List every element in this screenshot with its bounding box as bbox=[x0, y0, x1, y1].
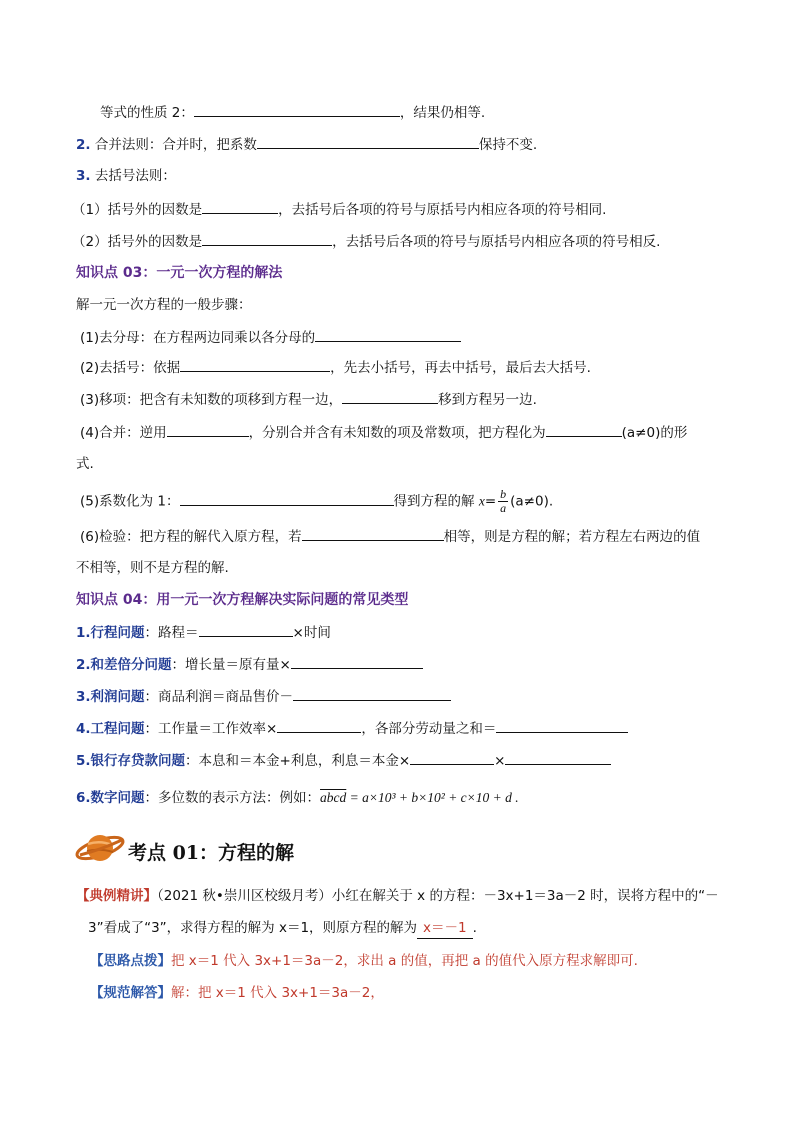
hint-tag: 【思路点拨】 bbox=[90, 953, 171, 969]
step6-prefix: (6)检验：把方程的解代入原方程，若 bbox=[80, 529, 302, 545]
step5-fraction bbox=[498, 488, 508, 515]
type3-text: ：商品利润＝商品售价－ bbox=[144, 689, 294, 705]
step4-cont: 式. bbox=[76, 456, 94, 472]
planet-icon bbox=[74, 828, 126, 868]
rule1-suffix: ，去括号后各项的符号与原括号内相应各项的符号相同. bbox=[278, 202, 607, 218]
step5-eq: = bbox=[484, 493, 497, 510]
type4 bbox=[76, 718, 628, 739]
blank bbox=[257, 134, 479, 149]
blank bbox=[202, 231, 332, 246]
step5-mid: 得到方程的解 bbox=[393, 493, 475, 510]
rule1-prefix: （1）括号外的因数是 bbox=[72, 202, 203, 218]
blank bbox=[505, 750, 611, 765]
example-answer: x＝－1 bbox=[417, 918, 473, 939]
steps-intro: 解一元一次方程的一般步骤： bbox=[76, 297, 252, 313]
step2-prefix: (2)去括号：依据 bbox=[80, 360, 181, 376]
type1-label: 1.行程问题 bbox=[76, 625, 145, 641]
solution-line bbox=[90, 983, 384, 1003]
blank bbox=[180, 491, 394, 506]
blank bbox=[410, 750, 494, 765]
kaodian-title: 考点 01：方程的解 bbox=[128, 842, 295, 864]
step5-prefix: (5)系数化为 1： bbox=[80, 493, 180, 510]
step6-suffix: 相等，则是方程的解；若方程左右两边的值 bbox=[443, 529, 701, 545]
fraction-denominator: a bbox=[500, 501, 507, 515]
blank bbox=[315, 327, 461, 342]
step1-text: (1)去分母：在方程两边同乘以各分母的 bbox=[80, 330, 316, 346]
number-formula: = a×10³ + b×10² + c×10 + d . bbox=[346, 790, 519, 805]
fraction-numerator: b bbox=[500, 487, 507, 501]
eq-property2-line bbox=[100, 102, 485, 123]
type2-text: ：增长量＝原有量× bbox=[171, 657, 291, 673]
step4-prefix: (4)合并：逆用 bbox=[80, 425, 167, 441]
type4-mid: ，各部分劳动量之和＝ bbox=[361, 721, 497, 737]
step3-suffix: 移到方程另一边. bbox=[438, 392, 537, 408]
bracket-rule1 bbox=[72, 199, 606, 220]
bracket-title: 去括号法则： bbox=[94, 168, 176, 184]
eq-property2-suffix: ，结果仍相等. bbox=[399, 105, 486, 121]
bracket-title-line bbox=[76, 166, 176, 186]
type6 bbox=[76, 788, 519, 808]
type5-mid: × bbox=[494, 753, 506, 769]
blank bbox=[342, 389, 438, 404]
example-text1: 小红在解关于 x 的方程：－3x+1＝3a－2 时，误将方程中的“－ bbox=[331, 888, 719, 904]
bracket-rule2 bbox=[72, 231, 660, 252]
type4-text: ：工作量＝工作效率× bbox=[144, 721, 278, 737]
merge-suffix: 保持不变. bbox=[478, 137, 538, 153]
hint-line bbox=[90, 951, 638, 971]
blank bbox=[496, 718, 628, 733]
type1-suffix: ×时间 bbox=[292, 625, 331, 641]
step4-suffix: (a≠0)的形 bbox=[621, 425, 688, 441]
type2 bbox=[76, 654, 423, 675]
merge-text: 合并法则：合并时，把系数 bbox=[94, 137, 257, 153]
abcd-overline: abcd bbox=[320, 790, 347, 805]
merge-number: 2. bbox=[76, 137, 91, 153]
type3 bbox=[76, 686, 451, 707]
example-source: （2021 秋•崇川区校级月考） bbox=[157, 888, 332, 904]
step6 bbox=[80, 526, 700, 547]
solution-tag: 【规范解答】 bbox=[90, 985, 171, 1001]
type1 bbox=[76, 622, 331, 643]
step5-x: x bbox=[478, 493, 485, 509]
step3-prefix: (3)移项：把含有未知数的项移到方程一边， bbox=[80, 392, 343, 408]
example-end: . bbox=[472, 920, 477, 936]
blank bbox=[202, 199, 278, 214]
step2 bbox=[80, 357, 591, 378]
blank bbox=[180, 357, 330, 372]
type6-label: 6.数字问题 bbox=[76, 790, 145, 806]
example-text2: 3”看成了“3”，求得方程的解为 x＝1，则原方程的解为 bbox=[88, 920, 418, 936]
type5 bbox=[76, 750, 611, 771]
step5-suffix: (a≠0). bbox=[510, 493, 554, 510]
blank bbox=[291, 654, 423, 669]
blank bbox=[167, 422, 249, 437]
step4-mid: ，分别合并含有未知数的项及常数项，把方程化为 bbox=[248, 425, 546, 441]
type6-text: ：多位数的表示方法：例如： bbox=[144, 790, 321, 806]
example-line2 bbox=[88, 918, 477, 939]
blank bbox=[277, 718, 361, 733]
rule2-prefix: （2）括号外的因数是 bbox=[72, 234, 203, 250]
type1-text: ：路程＝ bbox=[144, 625, 199, 641]
example-tag: 【典例精讲】 bbox=[76, 888, 157, 904]
type5-text: ：本息和＝本金+利息，利息＝本金× bbox=[185, 753, 411, 769]
merge-rule-line bbox=[76, 134, 537, 155]
step2-suffix: ，先去小括号，再去中括号，最后去大括号. bbox=[330, 360, 591, 376]
step3 bbox=[80, 389, 537, 410]
solution-text: 解：把 x＝1 代入 3x+1＝3a－2， bbox=[171, 985, 384, 1001]
rule2-suffix: ，去括号后各项的符号与原括号内相应各项的符号相反. bbox=[332, 234, 661, 250]
step1 bbox=[80, 327, 461, 348]
kp04-title: 知识点 04：用一元一次方程解决实际问题的常见类型 bbox=[76, 592, 409, 608]
step5 bbox=[80, 488, 553, 515]
step6-cont: 不相等，则不是方程的解. bbox=[76, 560, 229, 576]
blank bbox=[199, 622, 293, 637]
type2-label: 2.和差倍分问题 bbox=[76, 657, 172, 673]
hint-text: 把 x＝1 代入 3x+1＝3a－2，求出 a 的值，再把 a 的值代入原方程求解即可. bbox=[171, 953, 638, 969]
step4 bbox=[80, 422, 687, 443]
blank bbox=[546, 422, 622, 437]
kp03-title: 知识点 03：一元一次方程的解法 bbox=[76, 265, 283, 281]
type5-label: 5.银行存贷款问题 bbox=[76, 753, 186, 769]
type3-label: 3.利润问题 bbox=[76, 689, 145, 705]
example-line1 bbox=[76, 886, 719, 906]
blank bbox=[302, 526, 444, 541]
blank bbox=[194, 102, 400, 117]
blank bbox=[293, 686, 451, 701]
eq-property2-label: 等式的性质 2： bbox=[100, 105, 194, 121]
type4-label: 4.工程问题 bbox=[76, 721, 145, 737]
bracket-number: 3. bbox=[76, 168, 91, 184]
